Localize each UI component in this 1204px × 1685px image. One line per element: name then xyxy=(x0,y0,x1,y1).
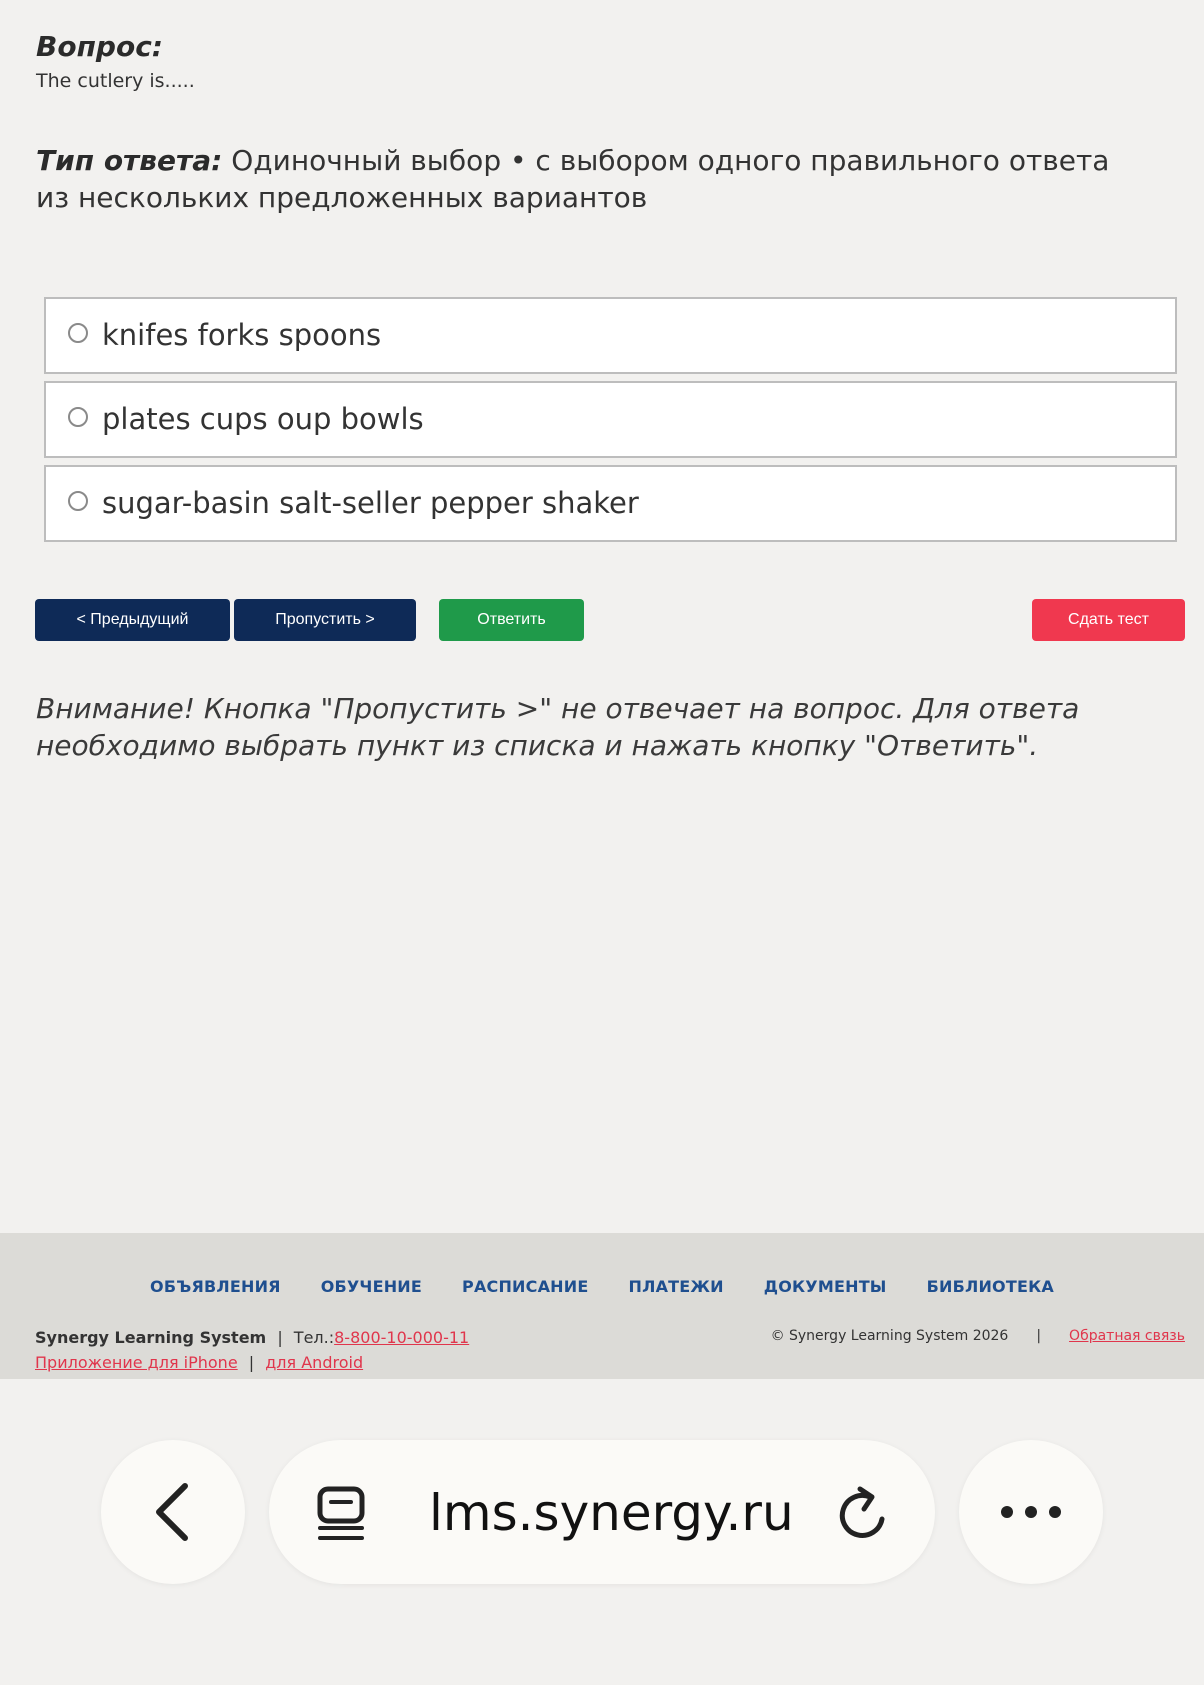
answer-type-value: Одиночный выбор • с выбором одного правильного ответа из нескольких предложенных вариантов xyxy=(36,144,1110,214)
phone-label: Тел.: xyxy=(293,1328,335,1347)
url-text: lms.synergy.ru xyxy=(429,1484,794,1542)
option-2[interactable] xyxy=(44,381,1177,458)
more-button[interactable] xyxy=(959,1440,1103,1584)
warning-text: Внимание! Кнопка "Пропустить >" не отвечает на вопрос. Для ответа необходимо выбрать пункт из списка и нажать кнопку "Ответить". xyxy=(36,692,1080,762)
footer-link-learning[interactable]: ОБУЧЕНИЕ xyxy=(320,1277,423,1296)
option-label: sugar-basin salt-seller pepper shaker xyxy=(102,485,639,520)
footer-meta xyxy=(771,1328,1185,1344)
copyright: © Synergy Learning System 2026 xyxy=(770,1328,1009,1344)
option-label: knifes forks spoons xyxy=(102,317,382,352)
footer-divider: | xyxy=(1036,1328,1042,1344)
footer-link-payments[interactable]: ПЛАТЕЖИ xyxy=(628,1277,724,1296)
answer-button[interactable]: Ответить xyxy=(439,599,584,641)
phone-link[interactable]: 8-800-10-000-11 xyxy=(334,1328,470,1347)
option-1[interactable] xyxy=(44,297,1177,374)
footer xyxy=(0,1233,1204,1379)
footer-nav xyxy=(0,1277,1204,1296)
footer-link-library[interactable]: БИБЛИОТЕКА xyxy=(926,1277,1054,1296)
footer-divider: | xyxy=(277,1328,283,1347)
question-label: Вопрос: xyxy=(36,30,163,63)
submit-test-button[interactable]: Сдать тест xyxy=(1032,599,1185,641)
reload-icon[interactable] xyxy=(836,1483,892,1543)
iphone-app-link[interactable]: Приложение для iPhone xyxy=(35,1353,238,1372)
footer-link-documents[interactable]: ДОКУМЕНТЫ xyxy=(763,1277,887,1296)
back-button[interactable] xyxy=(101,1440,245,1584)
footer-contacts xyxy=(35,1325,469,1375)
radio-icon[interactable] xyxy=(68,323,88,343)
browser-toolbar xyxy=(0,1438,1204,1586)
address-bar[interactable] xyxy=(269,1440,935,1584)
skip-button[interactable]: Пропустить > xyxy=(234,599,416,641)
footer-divider: | xyxy=(248,1353,255,1372)
answer-options xyxy=(44,297,1177,549)
answer-type xyxy=(36,142,1136,216)
option-label: plates cups oup bowls xyxy=(102,401,424,436)
android-app-link[interactable]: для Android xyxy=(265,1353,364,1372)
radio-icon[interactable] xyxy=(68,407,88,427)
question-text: The cutlery is..... xyxy=(36,70,195,92)
back-arrow-icon xyxy=(153,1482,193,1542)
answer-type-label: Тип ответа: xyxy=(36,144,223,177)
footer-link-announcements[interactable]: ОБЪЯВЛЕНИЯ xyxy=(150,1277,281,1296)
feedback-link[interactable]: Обратная связь xyxy=(1069,1328,1185,1344)
option-3[interactable] xyxy=(44,465,1177,542)
footer-link-schedule[interactable]: РАСПИСАНИЕ xyxy=(462,1277,589,1296)
previous-button[interactable]: < Предыдущий xyxy=(35,599,230,641)
footer-brand: Synergy Learning System xyxy=(35,1328,267,1347)
radio-icon[interactable] xyxy=(68,491,88,511)
tabs-icon[interactable] xyxy=(317,1486,365,1542)
more-dots-icon xyxy=(999,1504,1063,1520)
